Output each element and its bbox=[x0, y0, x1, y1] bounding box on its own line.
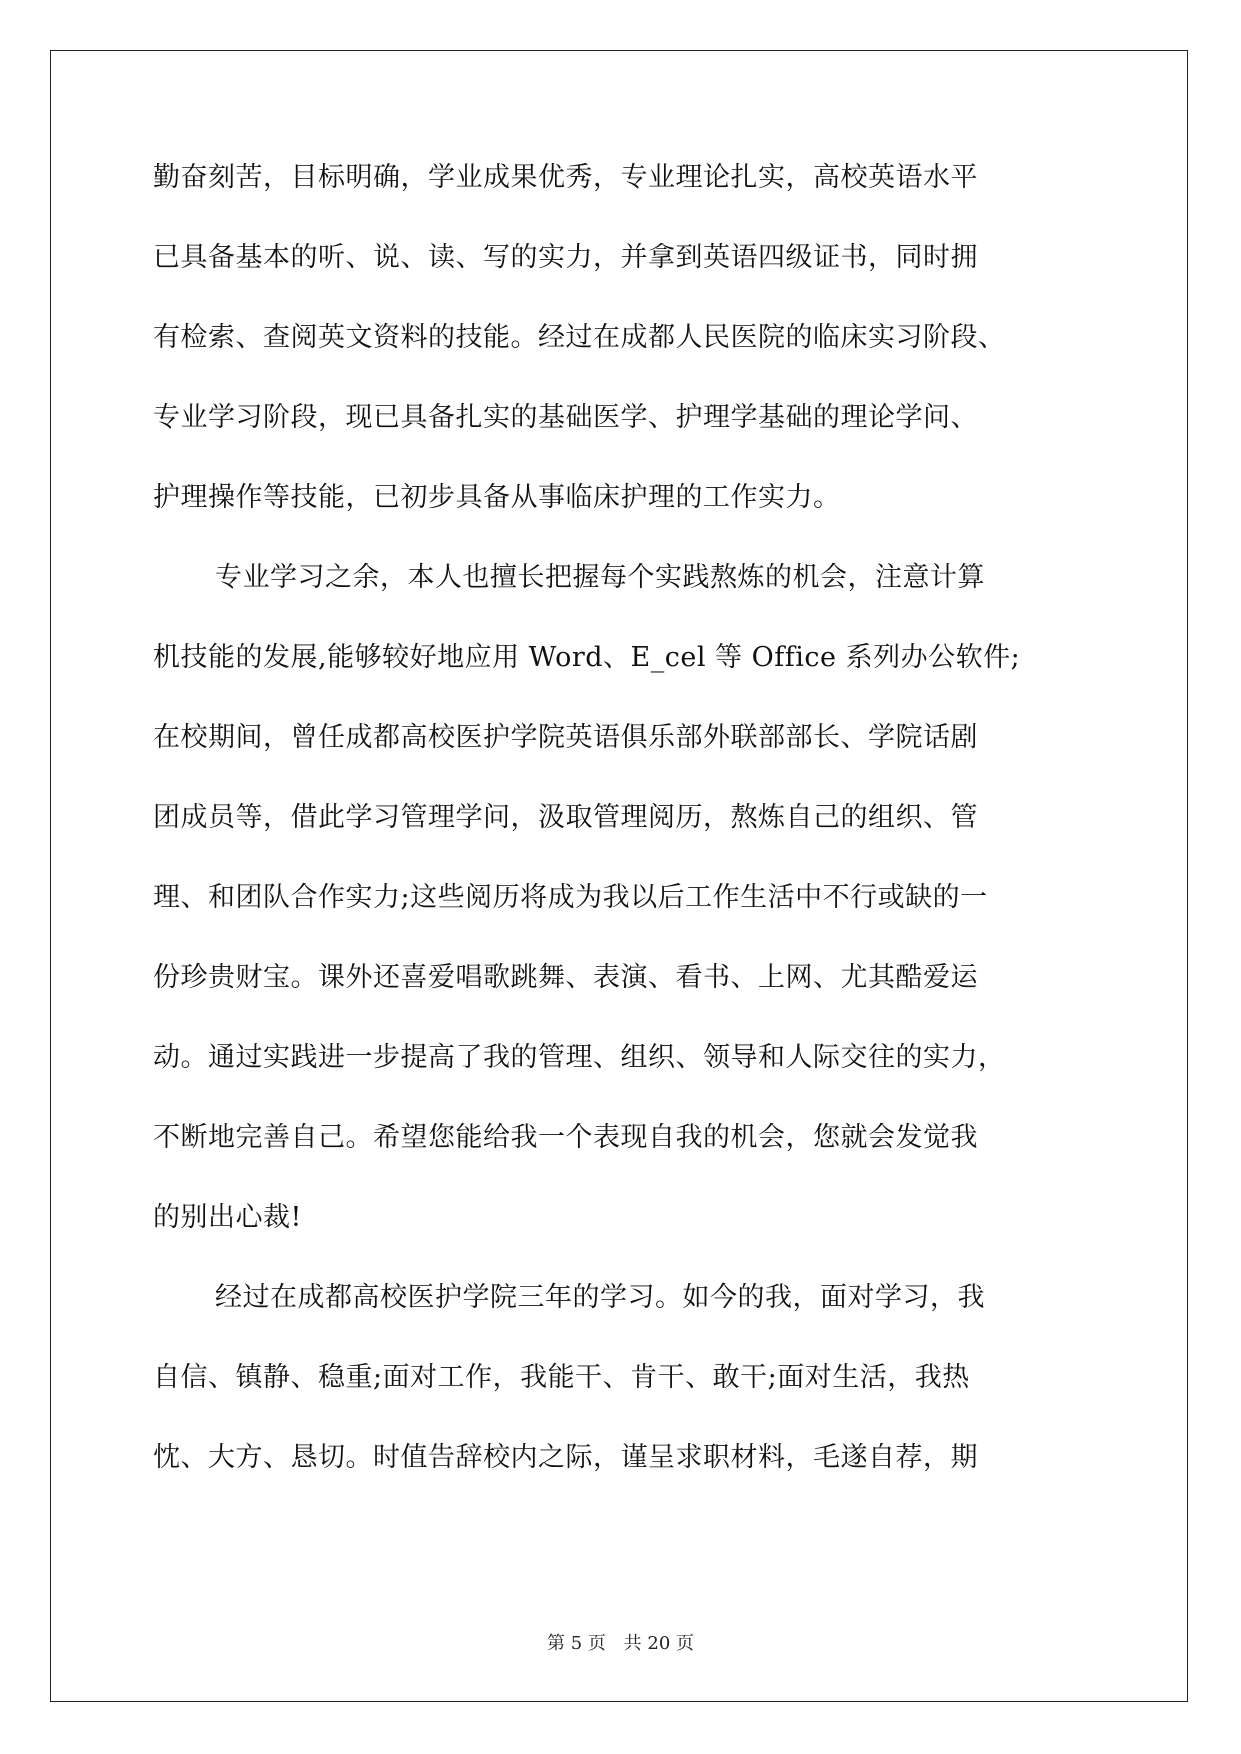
text-line: 专业学习之余，本人也擅长把握每个实践熬炼的机会，注意计算 bbox=[215, 562, 985, 593]
text-line: 已具备基本的听、说、读、写的实力，并拿到英语四级证书，同时拥 bbox=[153, 242, 978, 273]
text-line: 的别出心裁! bbox=[153, 1202, 302, 1233]
text-line: 有检索、查阅英文资料的技能。经过在成都人民医院的临床实习阶段、 bbox=[153, 322, 1006, 353]
text-line: 理、和团队合作实力;这些阅历将成为我以后工作生活中不行或缺的一 bbox=[153, 882, 988, 913]
text-line: 动。通过实践进一步提高了我的管理、组织、领导和人际交往的实力， bbox=[153, 1042, 1006, 1073]
text-line: 专业学习阶段，现已具备扎实的基础医学、护理学基础的理论学问、 bbox=[153, 402, 978, 433]
text-line: 不断地完善自己。希望您能给我一个表现自我的机会，您就会发觉我 bbox=[153, 1122, 978, 1153]
text-line: 经过在成都高校医护学院三年的学习。如今的我，面对学习，我 bbox=[215, 1282, 985, 1313]
page-footer bbox=[0, 1629, 1241, 1655]
text-line: 勤奋刻苦，目标明确，学业成果优秀，专业理论扎实，高校英语水平 bbox=[153, 162, 978, 193]
text-line: 在校期间，曾任成都高校医护学院英语俱乐部外联部部长、学院话剧 bbox=[153, 722, 978, 753]
total-pages-label: 共 20 页 bbox=[623, 1633, 694, 1654]
text-line: 自信、镇静、稳重;面对工作，我能干、肯干、敢干;面对生活，我热 bbox=[153, 1362, 970, 1393]
text-line: 团成员等，借此学习管理学问，汲取管理阅历，熬炼自己的组织、管 bbox=[153, 802, 978, 833]
text-line: 机技能的发展,能够较好地应用 Word、E_cel 等 Office 系列办公软件; bbox=[153, 642, 1021, 673]
document-body bbox=[153, 163, 1093, 1523]
current-page-label: 第 5 页 bbox=[547, 1633, 606, 1654]
text-line: 份珍贵财宝。课外还喜爱唱歌跳舞、表演、看书、上网、尤其酷爱运 bbox=[153, 962, 978, 993]
text-line: 护理操作等技能，已初步具备从事临床护理的工作实力。 bbox=[153, 482, 841, 513]
text-line: 忱、大方、恳切。时值告辞校内之际，谨呈求职材料，毛遂自荐，期 bbox=[153, 1442, 978, 1473]
